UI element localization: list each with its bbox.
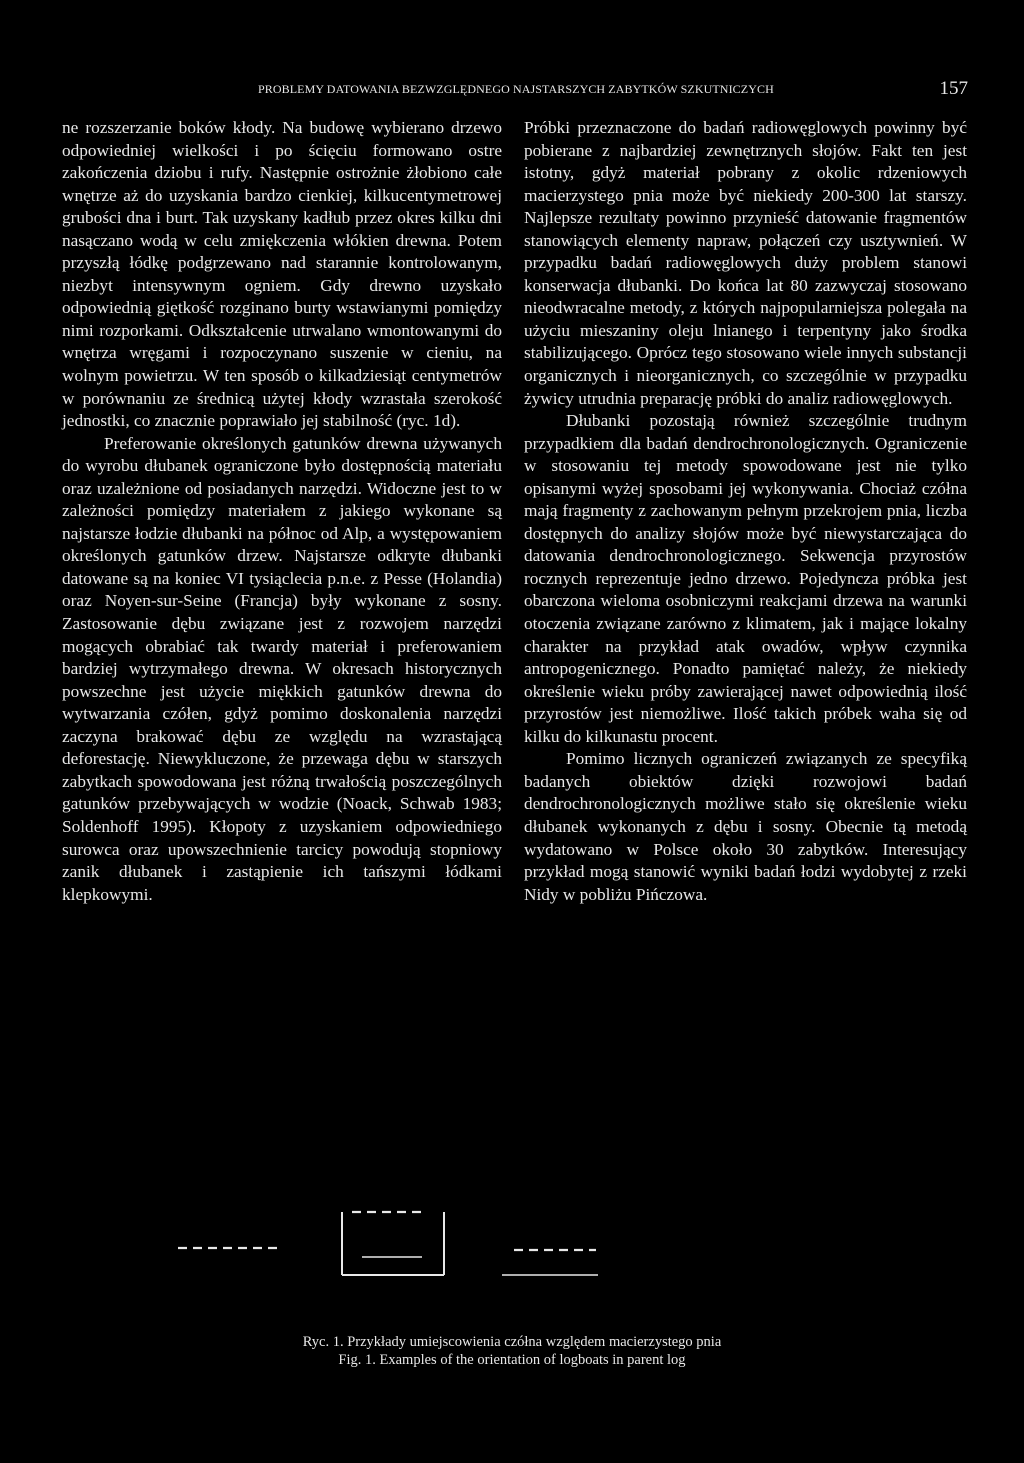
right-paragraph-2: Dłubanki pozostają również szczególnie trudnym przypadkiem dla badań dendrochronologicznych. Ograniczenie w stosowaniu tej metody spowodowane jest nie tylko opisanymi wyżej sposobami jej wykonywania. Chociaż czółna mają fragmenty z zachowanym pełnym przekrojem pnia, liczba dostępnych do analizy słojów może być niewystarczająca do datowania dendrochronologicznego. Sekwencja przyrostów rocznych reprezentuje jedno drzewo. Pojedyncza próbka jest obarczona wieloma osobniczymi reakcjami drzewa na warunki otoczenia związane zarówno z klimatem, jak i mające lokalny charakter na przykład atak owadów, wpływ czynnika antropogenicznego. Ponadto pamiętać należy, że niekiedy określenie wieku próby zawierającej nawet odpowiednią ilość przyrostów jest niemożliwe. Ilość takich próbek waha się od kilku do kilkunastu procent. xyxy=(524,411,967,746)
caption-polish: Ryc. 1. Przykłady umiejscowienia czółna względem macierzystego pnia xyxy=(302,1334,722,1350)
running-header xyxy=(258,78,968,102)
figure-logboat-diagram xyxy=(170,1195,610,1287)
right-paragraph-1: Próbki przeznaczone do badań radiowęglowych powinny być pobierane z najbardziej zewnętrznych słojów. Fakt ten jest istotny, gdyż materiał pobrany z okolic rdzeniowych macierzystego pnia może być niekiedy 200-300 lat starszy. Najlepsze rezultaty powinno przynieść datowanie fragmentów stanowiących elementy napraw, połączeń czy usztywnień. W przypadku badań radiowęglowych duży problem stanowi konserwacja dłubanki. Do końca lat 80 zazwyczaj stosowano nieodwracalne metody, z których najpopularniejsza polegała na użyciu mieszaniny oleju lnianego i terpentyny jako środka stabilizującego. Oprócz tego stosowano wiele innych substancji organicznych i nieorganicznych, co szczególnie w przypadku żywicy utrudnia preparację próbki do analiz radiowęglowych. xyxy=(524,118,967,408)
left-paragraph-1: ne rozszerzanie boków kłody. Na budowę wybierano drzewo odpowiedniej wielkości i po ścięciu formowano ostre zakończenia dziobu i rufy. Następnie ostrożnie żłobiono całe wnętrze aż do uzyskania bardzo cienkiej, kilkucentymetrowej grubości dna i burt. Tak uzyskany kadłub przez okres kilku dni nasączano wodą w celu zmiękczenia włókien drewna. Potem przyszłą łódkę podgrzewano nad starannie kontrolowanym, niezbyt intensywnym ogniem. Gdy drewno uzyskało odpowiednią giętkość rozginano burty wstawianymi pomiędzy nimi rozporkami. Odkształcenie utrwalano wmontowanymi do wnętrza wręgami i rozpoczynano suszenie w cieniu, na wolnym powietrzu. W ten sposób o kilkadziesiąt centymetrów w porównaniu ze średnicą użytej kłody wzrastała szerokość jednostki, co znacznie poprawiało jej stabilność (ryc. 1d). xyxy=(62,118,502,431)
running-title: PROBLEMY DATOWANIA BEZWZGLĘDNEGO NAJSTARSZYCH ZABYTKÓW SZKUTNICZYCH xyxy=(258,82,774,96)
page-number: 157 xyxy=(939,78,968,99)
figure-caption xyxy=(0,1333,1024,1369)
left-column xyxy=(62,117,502,906)
left-paragraph-2: Preferowanie określonych gatunków drewna używanych do wyrobu dłubanek ograniczone było dostępnością materiału oraz uzależnione od posiadanych narzędzi. Widoczne jest to w zależności pomiędzy materiałem z jakiego wykonane są najstarsze łodzie dłubanki na północ od Alp, a występowaniem określonych gatunków drzew. Najstarsze odkryte dłubanki datowane są na koniec VI tysiąclecia p.n.e. z Pesse (Holandia) oraz Noyen-sur-Seine (Francja) były wykonane z sosny. Zastosowanie dębu związane jest z rozwojem narzędzi mogących obrabiać tak twardy materiał i preferowaniem bardziej wytrzymałego drewna. W okresach historycznych powszechne jest użycie miękkich gatunków drewna do wytwarzania czółen, gdyż pomimo doskonalenia narzędzi zaczyna brakować dębu ze względu na wzrastającą deforestację. Niewykluczone, że przewaga dębu w starszych zabytkach spowodowana jest różną trwałością poszczególnych gatunków przebywających w wodzie (Noack, Schwab 1983; Soldenhoff 1995). Kłopoty z uzyskaniem odpowiedniego surowca oraz upowszechnienie tarcicy powodują stopniowy zanik dłubanek i zastąpienie ich tańszymi łódkami klepkowymi. xyxy=(62,433,502,904)
caption-english: Fig. 1. Examples of the orientation of logboats in parent log xyxy=(338,1352,686,1368)
right-column xyxy=(524,117,967,906)
right-paragraph-3: Pomimo licznych ograniczeń związanych ze specyfiką badanych obiektów dzięki rozwojowi badań dendrochronologicznych możliwe stało się określenie wieku dłubanek wykonanych z dębu i sosny. Obecnie tą metodą wydatowano w Polsce około 30 zabytków. Interesujący przykład mogą stanowić wyniki badań łodzi wydobytej z rzeki Nidy w pobliżu Pińczowa. xyxy=(524,749,967,904)
